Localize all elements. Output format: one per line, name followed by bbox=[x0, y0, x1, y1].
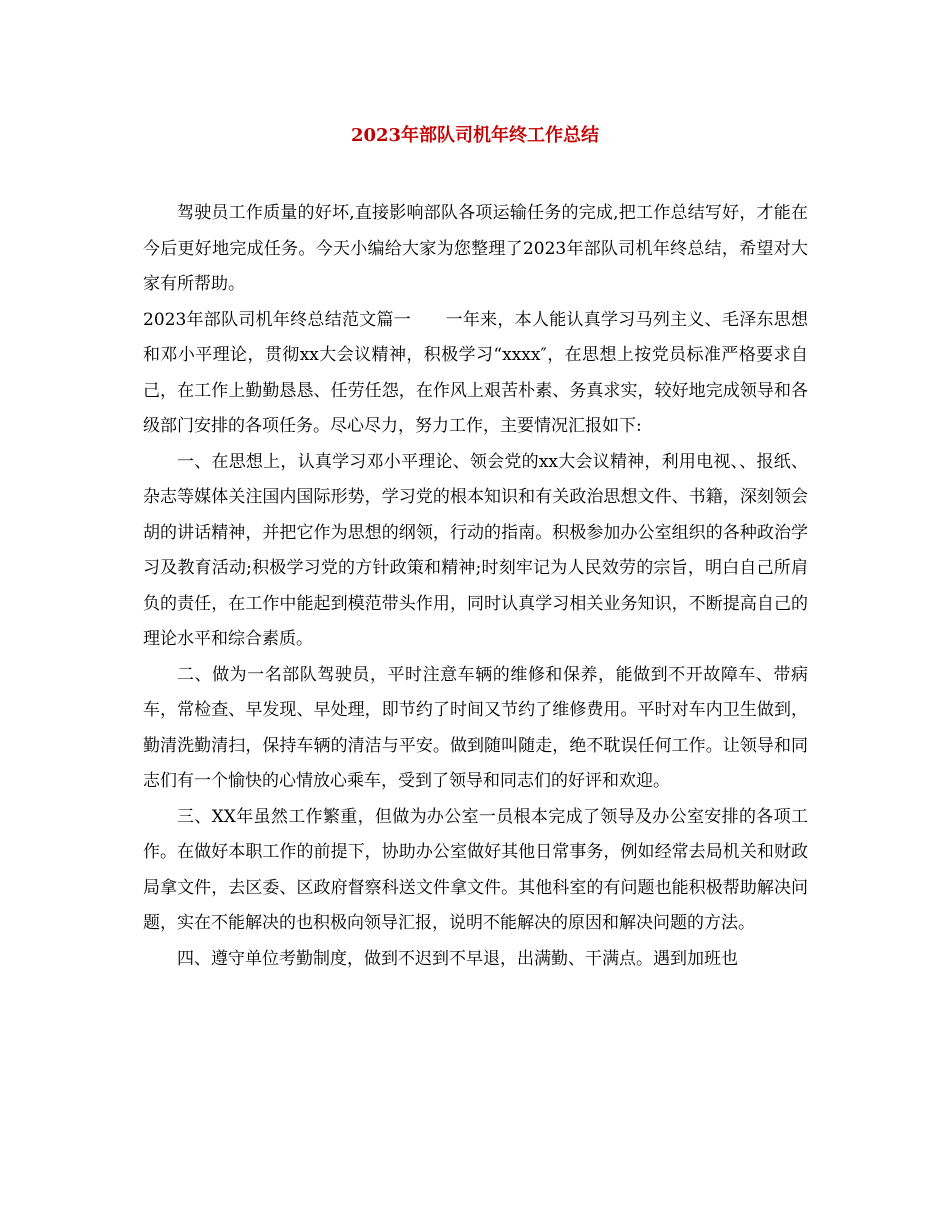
paragraph-section-one-heading: 2023年部队司机年终总结范文篇一 一年来，本人能认真学习马列主义、毛泽东思想和邓小平理论，贯彻xx大会议精神，积极学习“xxxx″，在思想上按党员标准严格要求自己，在工作上勤勤恳恳、任劳任怨，在作风上艰苦朴素、务真求实，较好地完成领导和各级部门安排的各项任务。尽心尽力，努力工作，主要情况汇报如下: bbox=[143, 309, 808, 436]
document-body bbox=[143, 196, 808, 977]
paragraph-intro: 驾驶员工作质量的好坏,直接影响部队各项运输任务的完成,把工作总结写好，才能在今后更好地完成任务。今天小编给大家为您整理了2023年部队司机年终总结，希望对大家有所帮助。 bbox=[143, 203, 808, 294]
paragraph-point-three: 三、XX年虽然工作繁重，但做为办公室一员根本完成了领导及办公室安排的各项工作。在做好本职工作的前提下，协助办公室做好其他日常事务，例如经常去局机关和财政局拿文件，去区委、区政府督察科送文件拿文件。其他科室的有问题也能积极帮助解决问题，实在不能解决的也积极向领导汇报，说明不能解决的原因和解决问题的方法。 bbox=[143, 806, 808, 933]
paragraph-point-two: 二、做为一名部队驾驶员，平时注意车辆的维修和保养，能做到不开故障车、带病车，常检查、早发现、早处理，即节约了时间又节约了维修费用。平时对车内卫生做到，勤清洗勤清扫，保持车辆的清洁与平安。做到随叫随走，绝不耽误任何工作。让领导和同志们有一个愉快的心情放心乘车，受到了领导和同志们的好评和欢迎。 bbox=[143, 664, 808, 791]
paragraph-point-four: 四、遵守单位考勤制度，做到不迟到不早退，出满勤、干满点。遇到加班也 bbox=[177, 948, 738, 969]
paragraph-point-one: 一、在思想上，认真学习邓小平理论、领会党的xx大会议精神，利用电视、、报纸、杂志等媒体关注国内国际形势，学习党的根本知识和有关政治思想文件、书籍，深刻领会胡的讲话精神，并把它作为思想的纲领，行动的指南。积极参加办公室组织的各种政治学习及教育活动;积极学习党的方针政策和精神;时刻牢记为人民效劳的宗旨，明白自己所肩负的责任，在工作中能起到模范带头作用，同时认真学习相关业务知识，不断提高自己的理论水平和综合素质。 bbox=[143, 451, 808, 649]
document-title: 2023年部队司机年终工作总结 bbox=[350, 125, 600, 146]
